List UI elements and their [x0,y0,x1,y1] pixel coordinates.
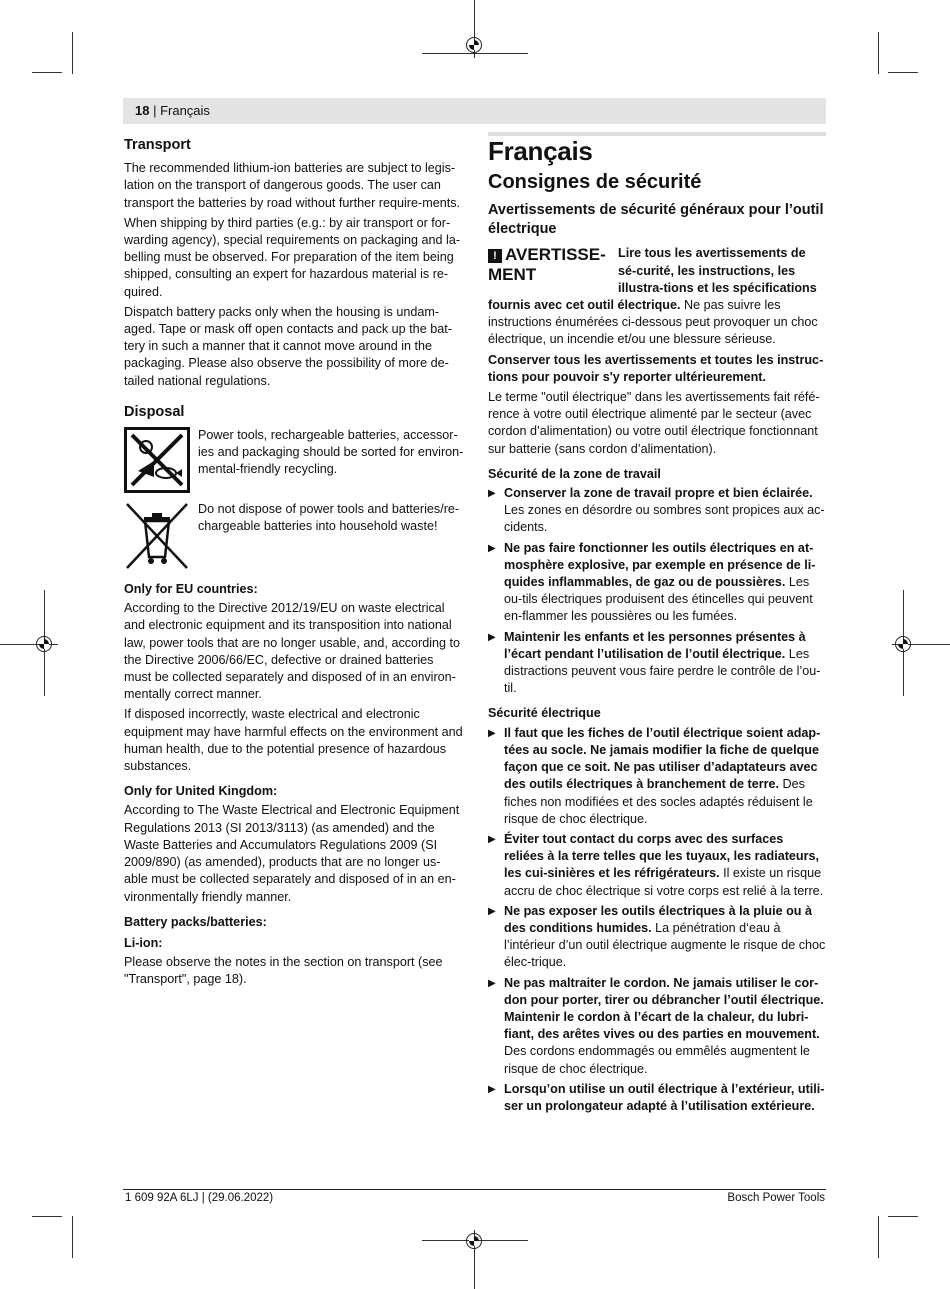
left-column [124,137,464,992]
keep-instructions: Conserver tous les avertissements et toutes les instruc-tions pour pouvoir s'y reporter ultérieurement. [488,352,824,384]
registration-line [422,53,528,54]
eu-paragraph: According to the Directive 2012/19/EU on waste electrical and electronic equipment and its transposition into national law, power tools that are no longer usable, and, according to the Directive 2006/66/EC, defective or drained batteries must be collected separately and disposed of in an environ-mentally correct manner. [124,601,461,702]
footer-brand: Bosch Power Tools [727,1192,825,1204]
bullet-text: Des cordons endommagés ou emmêlés augmentent le risque de choc électrique. [504,1044,810,1076]
recycle-row [124,427,464,497]
general-warnings-heading: Avertissements de sécurité généraux pour l’outil électrique [488,202,824,238]
transport-paragraph: Dispatch battery packs only when the housing is undam-aged. Tape or mask off open contacts and pack up the bat-tery in such a manner that it cannot move around in the packaging. Please also observe the possibility of more de-tailed national regulations. [124,304,452,388]
footer-rule [123,1189,826,1190]
bullet-bold-text: Ne pas exposer les outils électriques à la pluie ou à des conditions humides. [504,903,812,935]
work-area-list [488,485,826,697]
safety-title: Consignes de sécurité [488,171,702,194]
bullet-bold-text: Ne pas maltraiter le cordon. Ne jamais utiliser le cor-don pour porter, tirer ou débrancher l’outil électrique. Maintenir le cordon à l’écart de la chaleur, du lubri-fiant, des arêtes vives ou des parties en mouvement. [504,975,824,1042]
bullet-item [488,725,826,828]
warning-label [488,245,610,285]
warning-block [488,245,826,351]
warning-bold-text: Lire tous les avertissements de sé-curité, les instructions, les illustra-tions et les spécifications fournis avec cet outil électrique. [488,246,817,313]
warning-triangle-icon: ! [488,249,502,263]
warning-label-text: AVERTISSE- [505,245,606,265]
crop-mark [72,32,73,74]
bullet-text: Les distractions peuvent vous faire perdre le contrôle de l’ou-til. [504,646,821,696]
bullet-item [488,975,826,1078]
page-number: 18 [135,103,150,118]
language-title: Français [488,136,593,166]
transport-heading: Transport [124,137,191,153]
bullet-item [488,540,826,626]
bullet-bold-text: Éviter tout contact du corps avec des surfaces reliées à la terre telles que les tuyaux, les radiateurs, les cui-sinières et les réfrigérateurs. [504,831,820,881]
page-header: 18 | Français [135,103,210,118]
bullet-item [488,629,826,698]
household-waste-text: Do not dispose of power tools and batteries/re-chargeable batteries into household waste! [198,502,460,534]
term-paragraph: Le terme "outil électrique" dans les avertissements fait réfé-rence à votre outil électrique alimenté par le secteur (avec cordon d’alimentation) ou votre outil électrique fonctionnant sur batterie (sans cordon d’alimentation). [488,390,820,456]
household-waste-row [124,501,464,571]
warning-label-text: MENT [488,265,537,285]
registration-target-icon [895,636,911,652]
recycle-sorting-icon [124,427,190,493]
liion-heading: Li-ion: [124,935,163,950]
crop-mark [878,32,879,74]
crop-mark [72,1216,73,1258]
disposal-heading: Disposal [124,403,185,420]
electrical-heading: Sécurité électrique [488,706,601,721]
crop-mark [878,1216,879,1258]
eu-heading: Only for EU countries: [124,582,258,597]
eu-paragraph: If disposed incorrectly, waste electrical and electronic equipment may have harmful effects on the environment and human health, due to the potential presence of hazardous substances. [124,707,463,774]
footer-document-id: 1 609 92A 6LJ | (29.06.2022) [125,1192,274,1204]
registration-target-icon [36,636,52,652]
bullet-bold-text: Ne pas faire fonctionner les outils électriques en at-mosphère explosive, par exemple en présence de li-quides inflammables, de gaz ou de poussières. [504,540,816,590]
liion-paragraph: Please observe the notes in the section on transport (see "Transport", page 18). [124,955,443,987]
registration-target-icon [466,37,482,53]
electrical-list [488,725,826,1115]
bullet-bold-text: Conserver la zone de travail propre et bien éclairée. [504,486,813,501]
bullet-text: Il existe un risque accru de choc électrique si votre corps est relié à la terre. [504,866,824,898]
uk-heading: Only for United Kingdom: [124,784,278,799]
bullet-item [488,831,826,900]
bullet-item [488,903,826,972]
uk-paragraph: According to The Waste Electrical and Electronic Equipment Regulations 2013 (SI 2013/3113) (as amended) and the Waste Batteries and Accumulators Regulations 2009 (SI 2009/890) (as amended), products that are no longer us-able must be collected separately and disposed of in an en-vironmentally friendly manner. [124,803,460,904]
recycle-text: Power tools, rechargeable batteries, accessor-ies and packaging should be sorted for environ-mental-friendly recycling. [198,428,464,477]
crop-mark [888,1216,918,1217]
bullet-text: Les ou-tils électriques produisent des étincelles qui peuvent en-flammer les poussières ou les fumées. [504,575,813,624]
bullet-bold-text: Il faut que les fiches de l’outil électrique soient adap-tées au socle. Ne jamais modifier la fiche de quelque façon que ce soit. Ne pas utiliser d’adaptateurs avec des outils électriques à branchement de terre. [504,725,821,792]
crop-mark [32,1216,62,1217]
bullet-text: La pénétration d‘eau à l’intérieur d’un outil électrique augmente le risque de choc élec-trique. [504,920,826,970]
crop-mark [888,72,918,73]
crop-mark [32,72,62,73]
transport-paragraph: When shipping by third parties (e.g.: by air transport or for-warding agency), special requirements on packaging and la-belling must be observed. For preparation of the item being shipped, consulting an expert for hazardous material is re-quired. [124,215,461,299]
right-column [488,136,826,1118]
transport-paragraph: The recommended lithium-ion batteries are subject to legis-lation on the transport of dangerous goods. The user can transport the batteries by road without further require-ments. [124,161,460,210]
work-area-heading: Sécurité de la zone de travail [488,466,661,481]
bullet-text: Les zones en désordre ou sombres sont propices aux ac-cidents. [504,503,825,535]
header-language: Français [160,103,210,118]
bullet-item [488,485,826,537]
page-header-bar [123,98,826,124]
crossed-wheelie-bin-icon [124,501,190,567]
bullet-item [488,1081,826,1115]
bullet-text: Des fiches non modifiées et des socles adaptés réduisent le risque de choc électrique. [504,777,813,826]
registration-target-icon [466,1233,482,1249]
bullet-bold-text: Maintenir les enfants et les personnes présentes à l’écart pendant l’utilisation de l’outil électrique. [504,629,806,661]
battery-heading: Battery packs/batteries: [124,914,267,929]
bullet-bold-text: Lorsqu’on utilise un outil électrique à l’extérieur, utili-ser un prolongateur adapté à l’utilisation extérieure. [504,1081,825,1113]
warning-rest-text: Ne pas suivre les instructions énumérées ci-dessous peut provoquer un choc électrique, un incendie et/ou une blessure sérieuse. [488,298,818,347]
